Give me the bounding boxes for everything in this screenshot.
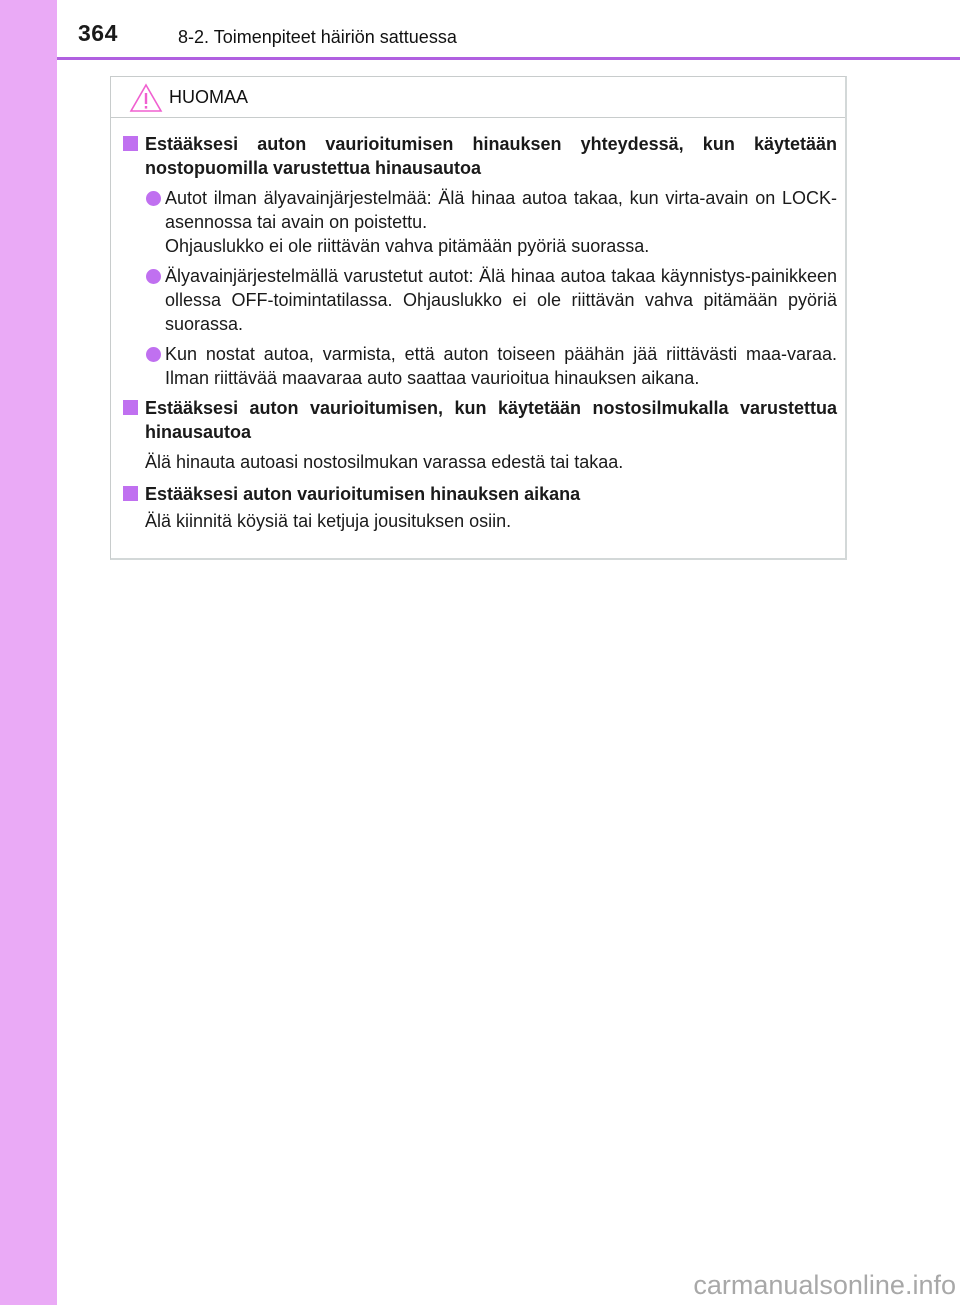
round-bullet-icon xyxy=(146,191,161,206)
notice-box xyxy=(110,76,847,560)
section-heading xyxy=(121,396,837,444)
paragraph: Älä hinauta autoasi nostosilmukan varassa edestä tai takaa. xyxy=(145,452,624,472)
notice-body xyxy=(111,118,845,533)
section-heading-text: Estääksesi auton vaurioitumisen hinauksen aikana xyxy=(145,484,581,504)
watermark: carmanualsonline.info xyxy=(693,1270,956,1300)
section-heading xyxy=(121,482,837,506)
list-item-text: Ohjauslukko ei ole riittävän vahva pitämään pyöriä suorassa. xyxy=(165,236,650,256)
notice-title: HUOMAA xyxy=(169,87,249,107)
chapter-sidebar xyxy=(0,0,57,1305)
list-item-text: Autot ilman älyavainjärjestelmää: Älä hinaa autoa takaa, kun virta-avain on LOCK-asennossa tai avain on poistettu. xyxy=(165,188,837,232)
list-item xyxy=(121,342,837,390)
section-heading-text: Estääksesi auton vaurioitumisen hinauksen yhteydessä, kun käytetään nostopuomilla varustettua hinausautoa xyxy=(145,134,837,178)
section-heading xyxy=(121,132,837,180)
notice-header xyxy=(111,77,845,118)
round-bullet-icon xyxy=(146,269,161,284)
section-heading-text: Estääksesi auton vaurioitumisen, kun käytetään nostosilmukalla varustettua hinausautoa xyxy=(145,398,837,442)
list-item xyxy=(121,186,837,258)
list-item-text: Kun nostat autoa, varmista, että auton toiseen päähän jää riittävästi maa-varaa. Ilman riittävää maavaraa auto saattaa vaurioitua hinauksen aikana. xyxy=(165,344,837,388)
list-item xyxy=(121,264,837,336)
square-bullet-icon xyxy=(123,136,138,151)
section-title: 8-2. Toimenpiteet häiriön sattuessa xyxy=(178,27,457,47)
square-bullet-icon xyxy=(123,486,138,501)
square-bullet-icon xyxy=(123,400,138,415)
round-bullet-icon xyxy=(146,347,161,362)
warning-triangle-icon xyxy=(129,83,163,113)
header-divider xyxy=(57,57,960,60)
page-number: 364 xyxy=(78,20,118,46)
list-item-text: Älyavainjärjestelmällä varustetut autot: Älä hinaa autoa takaa käynnistys-painikkeen ollessa OFF-toimintatilassa. Ohjauslukko ei ole riittävän vahva pitämään pyöriä suorassa. xyxy=(165,266,837,334)
paragraph: Älä kiinnitä köysiä tai ketjuja jousituksen osiin. xyxy=(145,511,512,531)
